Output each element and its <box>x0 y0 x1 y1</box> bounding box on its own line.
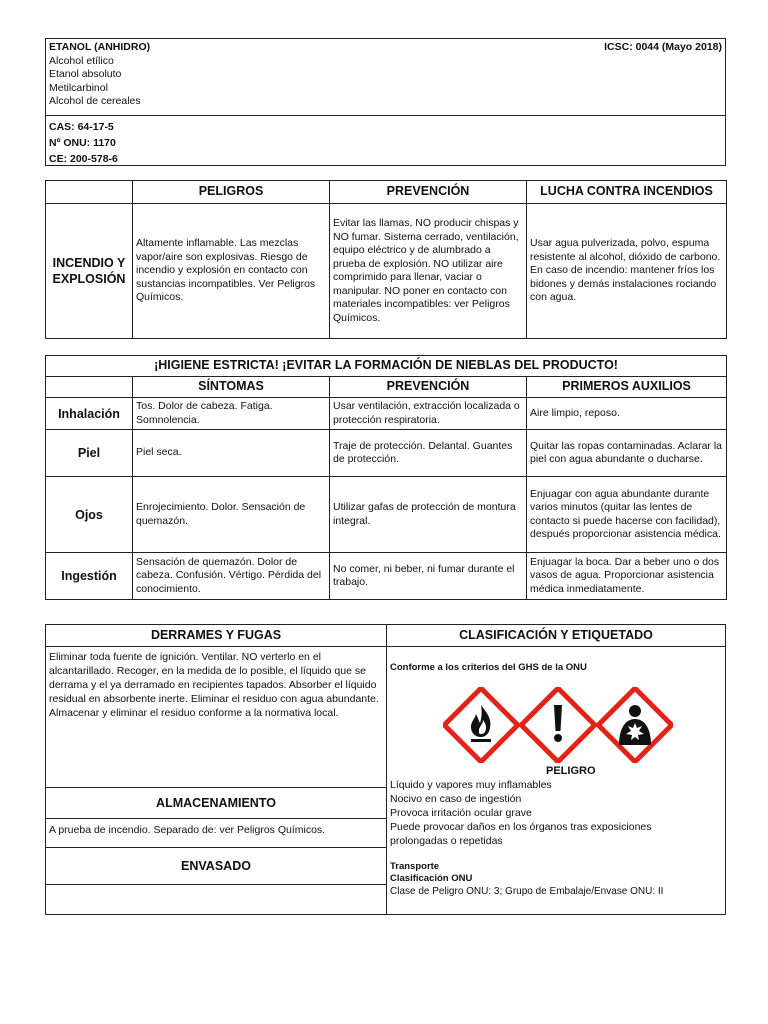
prevention-cell: Utilizar gafas de protección de montura integral. <box>330 477 527 553</box>
spills-title: DERRAMES Y FUGAS <box>46 625 386 647</box>
symptoms-cell: Sensación de quemazón. Dolor de cabeza. Confusión. Vértigo. Pérdida del conocimiento. <box>133 553 330 600</box>
column-header-first-aid: PRIMEROS AUXILIOS <box>527 377 727 398</box>
first-aid-cell: Enjuagar la boca. Dar a beber uno o dos vasos de agua. Proporcionar asistencia médica inmediatamente. <box>527 553 727 600</box>
fire-prevention-cell: Evitar las llamas, NO producir chispas y NO fumar. Sistema cerrado, ventilación, equipo eléctrico y de alumbrado a prueba de explosión. NO utilizar aire comprimido para llenar, vaciar o manipular. NO poner en contacto con materiales incompatibles: ver Peligros Químicos. <box>330 204 527 339</box>
transport-subtitle: Clasificación ONU <box>390 873 473 884</box>
row-label-fire-explosion: INCENDIO Y EXPLOSIÓN <box>46 204 133 339</box>
firefighting-cell: Usar agua pulverizada, polvo, espuma resistente al alcohol, dióxido de carbono. En caso de incendio: mantener fríos los bidones y demás instalaciones rociando con agua. <box>527 204 727 339</box>
row-label-ingestion: Ingestión <box>46 553 133 600</box>
table-row <box>46 398 727 430</box>
synonym: Etanol absoluto <box>49 68 122 80</box>
packaging-title: ENVASADO <box>46 847 386 885</box>
column-header-symptoms: SÍNTOMAS <box>133 377 330 398</box>
row-label-eyes: Ojos <box>46 477 133 553</box>
storage-text: A prueba de incendio. Separado de: ver Peligros Químicos. <box>49 824 326 836</box>
transport-text: Clase de Peligro ONU: 3; Grupo de Embalaje/Envase ONU: II <box>390 886 664 897</box>
spills-text: Eliminar toda fuente de ignición. Ventilar. NO verterlo en el alcantarillado. Recoger, en la medida de lo posible, el líquido que se derrama y el ya derramado en recipientes tapados. Absorber el líquido residual en absorbente inerte. Eliminar el residuo con agua abundante. Almacenar y eliminar el residuo conforme a la normativa local. <box>49 651 379 719</box>
row-label-inhalation: Inhalación <box>46 398 133 430</box>
un-number: Nº ONU: 1170 <box>49 137 116 149</box>
prevention-cell: No comer, ni beber, ni fumar durante el trabajo. <box>330 553 527 600</box>
table-row <box>46 477 727 553</box>
empty-header-cell <box>46 181 133 204</box>
column-header-firefighting: LUCHA CONTRA INCENDIOS <box>527 181 727 204</box>
chemical-name: ETANOL (ANHIDRO) <box>49 41 151 53</box>
exclamation-mark-icon <box>521 688 595 762</box>
hazard-statement: Provoca irritación ocular grave <box>390 807 532 819</box>
prevention-cell: Traje de protección. Delantal. Guantes de protección. <box>330 430 527 477</box>
first-aid-cell: Enjuagar con agua abundante durante varios minutos (quitar las lentes de contacto si puede hacerse con facilidad), después proporcionar asistencia médica. <box>527 477 727 553</box>
table-row <box>46 553 727 600</box>
column-header-prevention: PREVENCIÓN <box>330 181 527 204</box>
column-divider <box>386 625 387 914</box>
hazard-statements <box>390 778 722 848</box>
first-aid-cell: Quitar las ropas contaminadas. Aclarar la piel con agua abundante o ducharse. <box>527 430 727 477</box>
fire-explosion-table <box>45 180 727 339</box>
symptoms-cell: Enrojecimiento. Dolor. Sensación de quemazón. <box>133 477 330 553</box>
transport-title: Transporte <box>390 861 440 872</box>
hygiene-banner: ¡HIGIENE ESTRICTA! ¡EVITAR LA FORMACIÓN DE NIEBLAS DEL PRODUCTO! <box>46 356 727 377</box>
cas-number: CAS: 64-17-5 <box>49 121 114 133</box>
symptoms-cell: Tos. Dolor de cabeza. Fatiga. Somnolencia. <box>133 398 330 430</box>
column-header-prevention: PREVENCIÓN <box>330 377 527 398</box>
identification-numbers <box>46 117 121 169</box>
table-row <box>46 430 727 477</box>
synonym: Alcohol etílico <box>49 54 114 67</box>
hazard-statement: Puede provocar daños en los órganos tras exposiciones prolongadas o repetidas <box>390 821 652 847</box>
ec-number: CE: 200-578-6 <box>49 153 118 165</box>
identification-names <box>46 39 725 116</box>
exposure-table <box>45 355 727 600</box>
hazard-statement: Líquido y vapores muy inflamables <box>390 779 552 791</box>
ghs-pictograms <box>443 687 673 763</box>
classification-title: CLASIFICACIÓN Y ETIQUETADO <box>387 625 725 647</box>
row-label-skin: Piel <box>46 430 133 477</box>
first-aid-cell: Aire limpio, reposo. <box>527 398 727 430</box>
symptoms-cell: Piel seca. <box>133 430 330 477</box>
synonym: Alcohol de cereales <box>49 95 141 107</box>
health-hazard-icon <box>598 688 672 762</box>
icsc-code: ICSC: 0044 (Mayo 2018) <box>604 41 722 53</box>
empty-header-cell <box>46 377 133 398</box>
flame-icon <box>444 688 518 762</box>
signal-word: PELIGRO <box>546 765 596 777</box>
column-header-hazards: PELIGROS <box>133 181 330 204</box>
storage-title: ALMACENAMIENTO <box>46 787 386 819</box>
prevention-cell: Usar ventilación, extracción localizada o protección respiratoria. <box>330 398 527 430</box>
fire-hazards-cell: Altamente inflamable. Las mezclas vapor/aire son explosivas. Riesgo de incendio y explosión en contacto con sustancias incompatibles. Ver Peligros Químicos. <box>133 204 330 339</box>
bottom-section <box>45 624 726 915</box>
synonym: Metilcarbinol <box>49 81 108 94</box>
identification-box <box>45 38 726 166</box>
hazard-statement: Nocivo en caso de ingestión <box>390 793 522 805</box>
ghs-heading: Conforme a los criterios del GHS de la ONU <box>390 662 587 673</box>
